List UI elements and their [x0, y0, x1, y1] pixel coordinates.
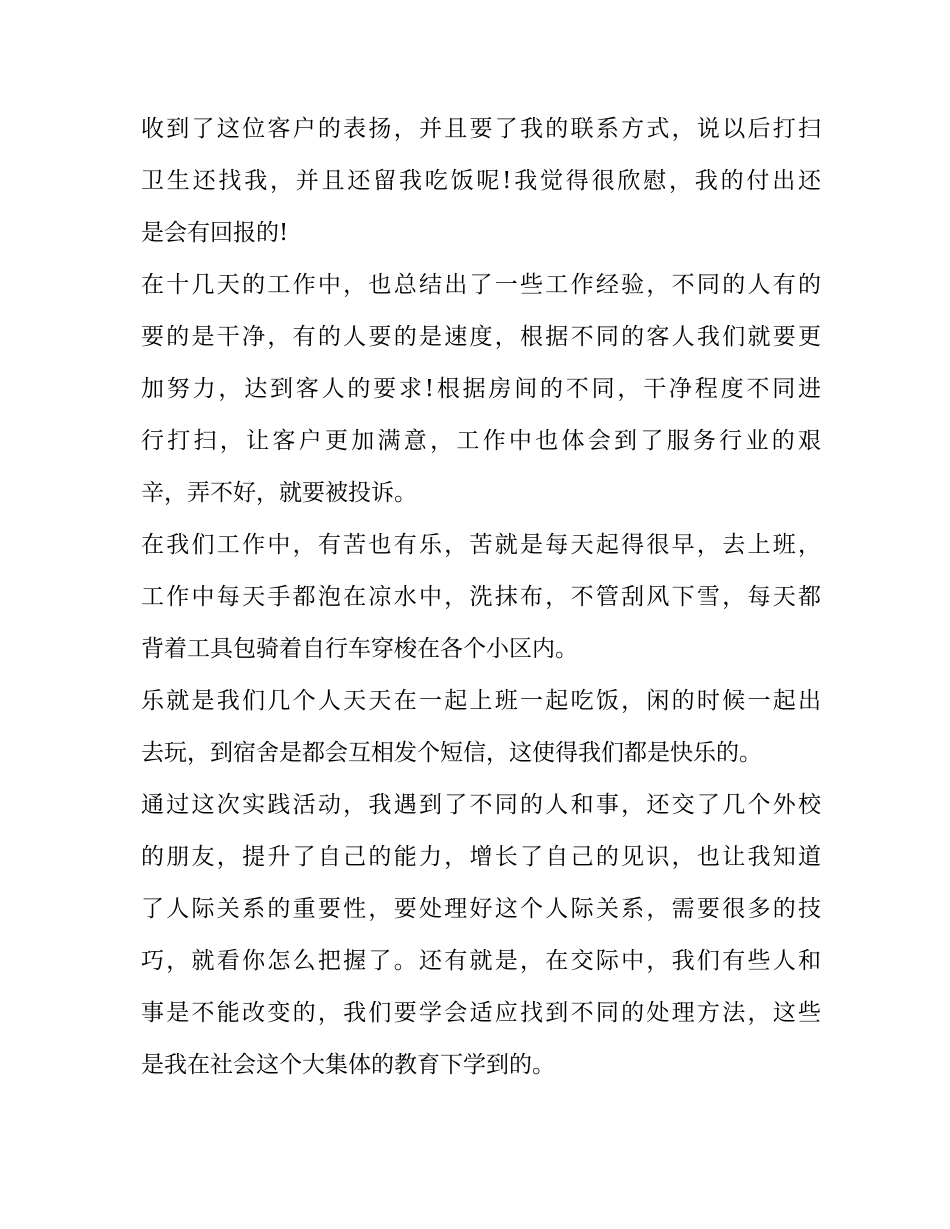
paragraph-3	[141, 519, 821, 675]
text-line: 辛，弄不好，就要被投诉。	[141, 480, 417, 506]
text-line: 收到了这位客户的表扬，并且要了我的联系方式，说以后打扫	[141, 116, 821, 142]
text-line: 去玩，到宿舍是都会互相发个短信，这使得我们都是快乐的。	[141, 740, 762, 766]
text-line: 的朋友，提升了自己的能力，增长了自己的见识，也让我知道	[141, 844, 821, 870]
text-line: 要的是干净，有的人要的是速度，根据不同的客人我们就要更	[141, 324, 821, 350]
text-line: 加努力，达到客人的要求!根据房间的不同，干净程度不同进	[141, 376, 821, 402]
text-line: 行打扫，让客户更加满意，工作中也体会到了服务行业的艰	[141, 428, 821, 454]
text-line: 了人际关系的重要性，要处理好这个人际关系，需要很多的技	[141, 896, 821, 922]
text-line: 在我们工作中，有苦也有乐，苦就是每天起得很早，去上班，	[141, 532, 821, 558]
text-line: 背着工具包骑着自行车穿梭在各个小区内。	[141, 636, 578, 662]
text-line: 是会有回报的!	[141, 220, 289, 246]
text-line: 卫生还找我，并且还留我吃饭呢!我觉得很欣慰，我的付出还	[141, 168, 821, 194]
text-line: 在十几天的工作中，也总结出了一些工作经验，不同的人有的	[141, 272, 821, 298]
paragraph-4	[141, 675, 821, 779]
text-line: 工作中每天手都泡在凉水中，洗抹布，不管刮风下雪，每天都	[141, 584, 821, 610]
paragraph-1	[141, 103, 821, 259]
text-line: 乐就是我们几个人天天在一起上班一起吃饭，闲的时候一起出	[141, 688, 821, 714]
document-body	[141, 103, 821, 1091]
text-line: 是我在社会这个大集体的教育下学到的。	[141, 1052, 555, 1078]
text-line: 巧，就看你怎么把握了。还有就是，在交际中，我们有些人和	[141, 948, 821, 974]
text-line: 通过这次实践活动，我遇到了不同的人和事，还交了几个外校	[141, 792, 821, 818]
text-line: 事是不能改变的，我们要学会适应找到不同的处理方法，这些	[141, 1000, 821, 1026]
paragraph-5	[141, 779, 821, 1091]
paragraph-2	[141, 259, 821, 519]
